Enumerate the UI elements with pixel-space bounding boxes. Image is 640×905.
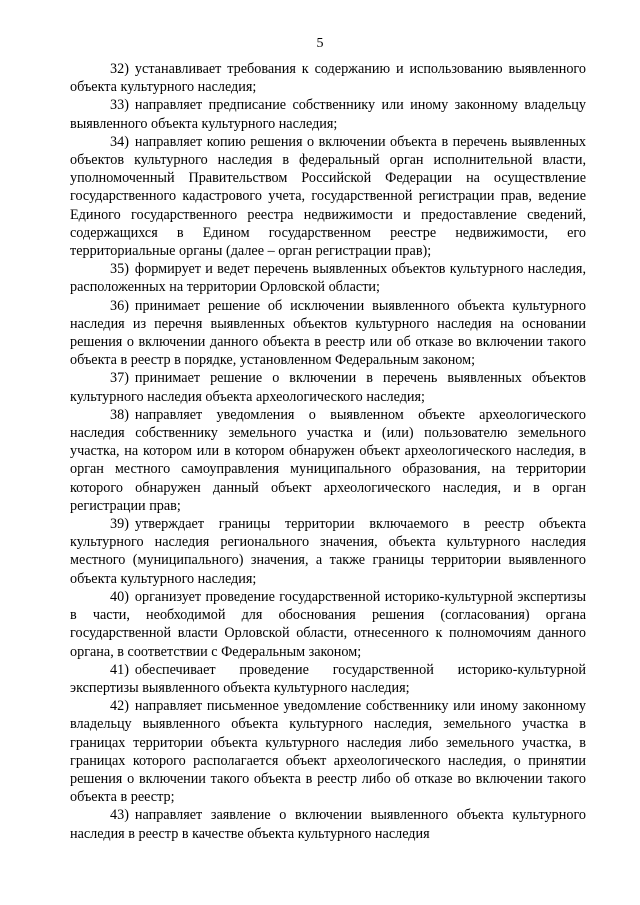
item-number: 38) bbox=[110, 406, 129, 423]
item-text: формирует и ведет перечень выявленных объектов культурного наследия, расположенных на территории Орловской области; bbox=[70, 261, 586, 296]
item-text: принимает решение об исключении выявленного объекта культурного наследия из перечня выявленных объектов культурного наследия на основании решения о включении данного объекта в реестр или об отказе во включении такого объекта в реестр в порядке, установленном Федеральным законом; bbox=[70, 297, 586, 369]
item-number: 34) bbox=[110, 133, 129, 150]
item-number: 41) bbox=[110, 661, 129, 678]
item-text: направляет уведомления о выявленном объекте археологического наследия собственнику земельного участка и (или) пользователю земельного участка, на котором или в котором обнаружен объект археологического наследия, в орган местного самоуправления муниципального образования, на территории которого обнаружен данный объект археологического наследия, и в орган регистрации прав; bbox=[70, 406, 586, 514]
item-text: направляет письменное уведомление собственнику или иному законному владельцу выявленного объекта культурного наследия, земельного участка в границах территории объекта культурного наследия либо земельного участка, в границах которого располагается объект археологического наследия, о принятии решения о включении такого объекта в реестр либо об отказе во включении такого объекта в реестр; bbox=[70, 698, 586, 806]
item-text: утверждает границы территории включаемого в реестр объекта культурного наследия регионального значения, объекта культурного наследия местного (муниципального) значения, а также границы территории выявленного объекта культурного наследия; bbox=[70, 516, 586, 587]
item-text: направляет заявление о включении выявленного объекта культурного наследия в реестр в качестве объекта культурного наследия bbox=[70, 807, 586, 842]
item-text: обеспечивает проведение государственной историко-культурной экспертизы выявленного объекта культурного наследия; bbox=[70, 661, 586, 696]
list-item bbox=[70, 806, 586, 842]
item-number: 43) bbox=[110, 807, 129, 824]
list-item bbox=[70, 60, 586, 96]
item-number: 33) bbox=[110, 97, 129, 114]
list-item bbox=[70, 515, 586, 588]
list-item bbox=[70, 697, 586, 806]
item-number: 37) bbox=[110, 370, 129, 387]
item-text: направляет копию решения о включении объекта в перечень выявленных объектов культурного наследия в федеральный орган исполнительной власти, уполномоченный Правительством Российской Федерации на осуществление государственного кадастрового учета, государственной регистрации прав, ведение Единого государственного реестра недвижимости и предоставление сведений, содержащихся в Едином государственном реестре недвижимости, его территориальные органы (далее – орган регистрации прав); bbox=[70, 133, 586, 260]
list-item bbox=[70, 260, 586, 296]
document-body bbox=[70, 60, 586, 843]
item-text: принимает решение о включении в перечень выявленных объектов культурного наследия объекта археологического наследия; bbox=[70, 370, 586, 405]
item-number: 42) bbox=[110, 698, 129, 715]
item-text: организует проведение государственной историко-культурной экспертизы в части, необходимой для обоснования решения (согласования) органа государственной власти Орловской области, отнесенного к полномочиям данного органа, в соответствии с Федеральным законом; bbox=[70, 588, 586, 660]
list-item bbox=[70, 297, 586, 370]
list-item bbox=[70, 96, 586, 132]
item-text: направляет предписание собственнику или иному законному владельцу выявленного объекта культурного наследия; bbox=[70, 97, 586, 132]
item-number: 35) bbox=[110, 261, 129, 278]
item-text: устанавливает требования к содержанию и использованию выявленного объекта культурного наследия; bbox=[70, 61, 586, 96]
item-number: 39) bbox=[110, 516, 129, 533]
item-number: 32) bbox=[110, 61, 129, 77]
page-number: 5 bbox=[316, 36, 324, 51]
list-item bbox=[70, 369, 586, 405]
list-item bbox=[70, 406, 586, 515]
list-item bbox=[70, 661, 586, 697]
list-item bbox=[70, 133, 586, 260]
list-item bbox=[70, 588, 586, 661]
item-number: 36) bbox=[110, 297, 129, 314]
item-number: 40) bbox=[110, 588, 129, 605]
